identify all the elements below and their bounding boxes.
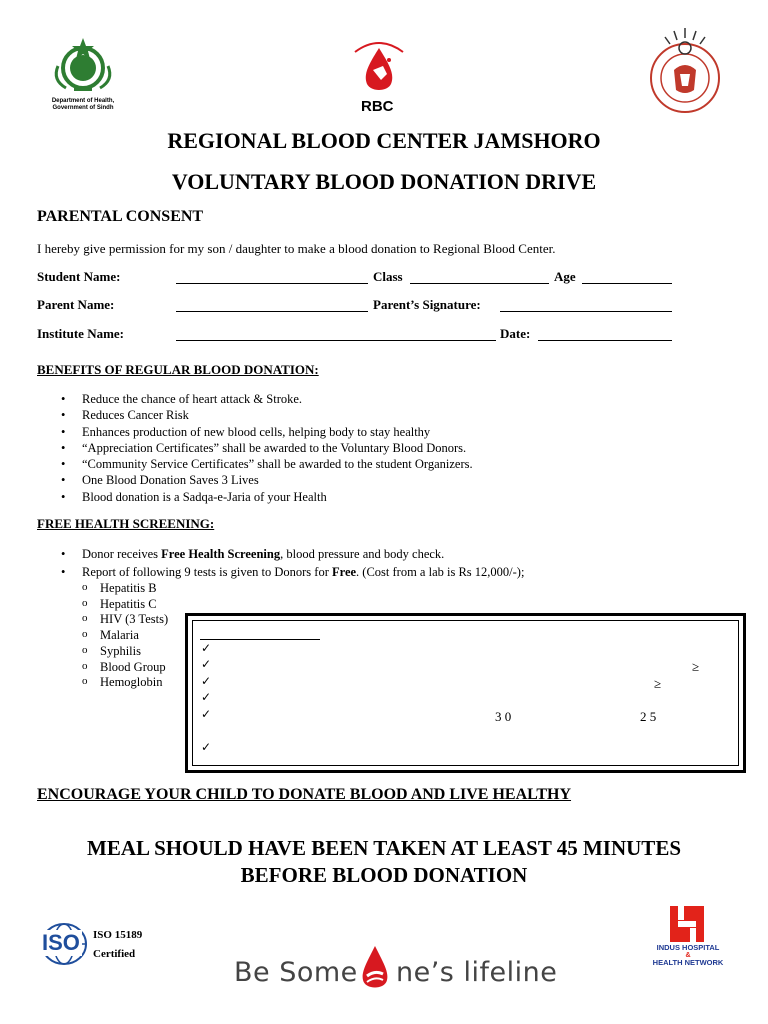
indus-line-1: INDUS HOSPITAL [656,943,720,952]
ge-symbol: ≥ [654,676,662,691]
slogan-part-a: Be Some [234,957,358,988]
indus-line-2: & [685,952,691,959]
ge-symbol: ≥ [692,659,700,674]
meal-line-1: MEAL SHOULD HAVE BEEN TAKEN AT LEAST 45 MINUTES [87,836,681,860]
class-field[interactable] [410,283,549,284]
list-item [37,564,737,580]
list-item: • Reduces Cancer Risk [37,407,737,423]
slogan-part-b: ne’s lifeline [396,957,558,988]
check-icon: ✓ [201,657,212,671]
iso-certified: Certified [93,948,136,960]
box-number-1: 3 0 [495,709,512,724]
check-icon: ✓ [201,674,212,688]
test-item: o Hemoglobin [0,675,300,691]
age-field[interactable] [582,283,672,284]
eligibility-box-inner [192,620,739,766]
date-field[interactable] [538,340,672,341]
sindh-emblem-icon [44,36,122,94]
screening-item1-pre: Donor receives [82,547,162,561]
date-label: Date: [500,326,531,341]
student-name-label: Student Name: [37,269,121,284]
rbc-logo [343,30,415,120]
check-icon: ✓ [201,707,212,721]
lumhs-logo [644,26,726,114]
rbc-logo-caption: RBC [361,98,394,115]
screening-list [37,546,737,581]
check-icon: ✓ [201,690,212,704]
box-number-2: 2 5 [640,709,657,724]
test-item: o Blood Group [0,660,300,676]
indus-logo [642,904,734,970]
blood-drop-icon [355,944,395,994]
test-item: o Hepatitis C [0,597,300,613]
class-label: Class [373,269,403,284]
list-item: • Reduce the chance of heart attack & Stroke. [37,391,737,407]
sindh-health-logo [44,36,122,116]
encourage-line: ENCOURAGE YOUR CHILD TO DONATE BLOOD AND LIVE HEALTHY [37,786,572,803]
eligibility-box [185,613,746,773]
indus-h-icon [642,904,734,944]
screening-item1-bold: Free Health Screening [161,547,281,561]
test-item: o Syphilis [0,644,300,660]
screening-item2-pre: Report of following 9 tests is given to Donors for [82,565,332,580]
test-item: o HIV (3 Tests) [0,612,300,628]
screening-item2-bold: Free [331,565,357,580]
list-item: • Blood donation is a Sadqa-e-Jaria of your Health [37,489,737,505]
institute-name-field[interactable] [176,340,496,341]
parent-signature-field[interactable] [500,311,672,312]
parent-name-label: Parent Name: [37,297,115,312]
screening-heading: FREE HEALTH SCREENING: [37,516,215,531]
list-item: • One Blood Donation Saves 3 Lives [37,472,737,488]
age-label: Age [554,269,576,284]
check-icon: ✓ [201,641,212,655]
list-item: • “Appreciation Certificates” shall be awarded to the Voluntary Blood Donors. [37,440,737,456]
meal-line-2: BEFORE BLOOD DONATION [240,863,528,887]
institute-name-label: Institute Name: [37,326,125,341]
iso-number: ISO 15189 [93,929,143,941]
consent-heading: PARENTAL CONSENT [37,208,204,225]
consent-statement: I hereby give permission for my son / daughter to make a blood donation to Regional Blood Center. [37,241,556,256]
screening-item2-post: . (Cost from a lab is Rs 12,000/-); [356,565,525,580]
screening-item1-post: , blood pressure and body check. [280,547,445,561]
hospital-seal-icon [644,26,726,114]
student-name-field[interactable] [176,283,368,284]
slogan-drop [355,944,395,994]
title-drive: VOLUNTARY BLOOD DONATION DRIVE [171,169,597,194]
test-item: o Malaria [0,628,300,644]
benefits-list [37,391,737,505]
parent-name-field[interactable] [176,311,368,312]
title-center: REGIONAL BLOOD CENTER JAMSHORO [167,128,601,153]
list-item [37,546,737,562]
parent-signature-label: Parent’s Signature: [373,297,481,312]
list-item: • “Community Service Certificates” shall be awarded to the student Organizers. [37,456,737,472]
sindh-logo-caption: Department of Health, Government of Sindh [51,98,115,111]
rbc-drop-icon [343,30,415,102]
box-heading-underline [200,639,320,640]
list-item: • Enhances production of new blood cells, helping body to stay healthy [37,424,737,440]
benefits-heading: BENEFITS OF REGULAR BLOOD DONATION: [37,362,319,377]
check-icon: ✓ [201,740,212,754]
iso-logo [38,922,90,966]
test-item: o Hepatitis B [0,581,300,597]
iso-logo-text: ISO [42,930,80,955]
indus-line-3: HEALTH NETWORK [652,958,724,967]
